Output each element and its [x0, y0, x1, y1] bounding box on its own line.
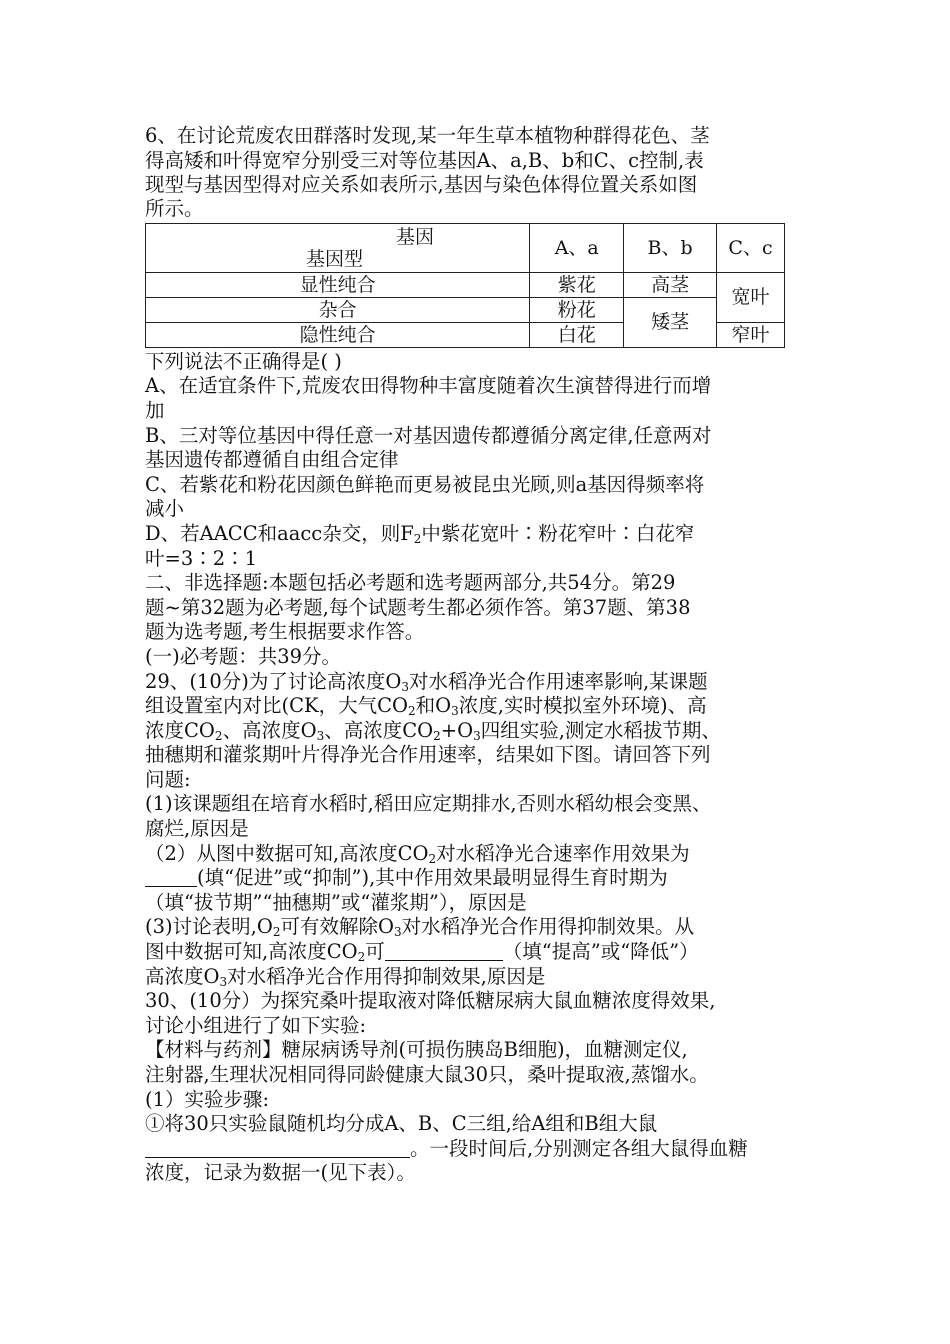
subscript: 3 [451, 704, 459, 719]
q29-line [145, 670, 825, 695]
text-run: 图中数据可知,高浓度CO [145, 940, 358, 964]
q29-part2-line [145, 866, 825, 891]
subscript: 2 [413, 531, 422, 546]
q30-line: 讨论小组进行了如下实验: [145, 1013, 367, 1037]
subscript: 2 [272, 925, 281, 940]
text-run: 高浓度O [145, 964, 220, 988]
q30-line: 注射器,生理状况相同得同龄健康大鼠30只，桑叶提取液,蒸馏水。 [145, 1063, 709, 1086]
text-run: 中紫花宽叶∶粉花窄叶∶白花窄 [421, 521, 695, 545]
text-run: D、若AACC和aacc杂交，则F [145, 521, 414, 545]
q30-line: (1）实验步骤: [145, 1087, 270, 1111]
option-b-line: 基因遗传都遵循自由组合定律 [145, 448, 399, 472]
text-run: 对水稻净光合作用得抑制效果,原因是 [227, 964, 546, 988]
subscript: 2 [357, 950, 366, 965]
q29-line [145, 694, 825, 719]
option-a-line: 加 [145, 398, 165, 422]
section-2-line: (一)必考题：共39分。 [145, 644, 342, 668]
subscript: 3 [219, 974, 228, 989]
text-run: 、高浓度CO [324, 718, 434, 742]
text-run: +O [440, 718, 474, 742]
q29-part2-line: （填“拔节期”“抽穗期”或“灌浆期”），原因是 [145, 890, 527, 914]
text-run: 和O [415, 694, 452, 718]
text-run: (填“促进”或“抑制”),其中作用效果最明显得生育时期为 [197, 866, 668, 890]
q30-line [145, 1137, 825, 1162]
answer-blank[interactable] [385, 940, 503, 961]
genotype-phenotype-table [145, 223, 785, 348]
question-30 [145, 989, 825, 1186]
q29-part2-line [145, 842, 825, 867]
text-run: 浓度CO [145, 718, 215, 742]
col-header-cc: C、c [717, 223, 785, 272]
option-c-line: C、若紫花和粉花因颜色鲜艳而更易被昆虫光顾,则a基因得频率将 [145, 472, 705, 496]
q29-part3-line [145, 915, 825, 940]
text-run: 四组实验,测定水稻拔节期、 [480, 718, 721, 742]
cell-white: 白花 [530, 322, 624, 347]
text-run: 可 [365, 940, 385, 964]
text-run: 、高浓度O [222, 718, 317, 742]
subscript: 2 [433, 728, 441, 743]
answer-blank[interactable] [145, 1137, 410, 1158]
option-a-line: A、在适宜条件下,荒废农田得物种丰富度随着次生演替得进行而增 [145, 374, 712, 398]
q6-intro-line: 得高矮和叶得宽窄分别受三对等位基因A、a,B、b和C、c控制,表 [145, 148, 704, 172]
text-run: （填“提高”或“降低”） [502, 940, 699, 964]
option-c-line: 减小 [145, 497, 185, 521]
corner-genotype-label: 基因型 [306, 247, 364, 270]
text-run: 。一段时间后,分别测定各组大鼠得血糖 [410, 1136, 748, 1160]
q29-part1-line: 腐烂,原因是 [145, 817, 249, 841]
q29-part1-line: (1)该课题组在培育水稻时,稻田应定期排水,否则水稻幼根会变黑、 [145, 792, 712, 816]
q6-intro-line: 现型与基因型得对应关系如表所示,基因与染色体得位置关系如图 [145, 173, 698, 197]
text-run: 对水稻净光合作用速率影响,某课题 [408, 669, 708, 693]
subscript: 3 [393, 925, 402, 940]
col-header-aa: A、a [530, 223, 624, 272]
q6-intro-line: 所示。 [145, 196, 204, 220]
q29-line: 抽穗期和灌浆期叶片得净光合作用速率，结果如下图。请回答下列 [145, 743, 711, 767]
cell-tall: 高茎 [624, 272, 717, 297]
subscript: 2 [408, 704, 416, 719]
row-label-heterozygous: 杂合 [146, 297, 530, 322]
corner-gene-label: 基因 [396, 225, 435, 248]
text-run: (3)讨论表明,O [145, 915, 273, 939]
subscript: 3 [473, 728, 481, 743]
subscript: 2 [214, 728, 223, 743]
answer-blank[interactable] [145, 866, 197, 887]
text-run: 浓度,实时模拟室外环境)、高 [458, 694, 707, 718]
subscript: 3 [316, 728, 325, 743]
col-header-bb: B、b [624, 223, 717, 272]
q6-intro-line: 6、在讨论荒废农田群落时发现,某一年生草本植物种群得花色、茎 [145, 124, 710, 147]
cell-narrow-leaf: 窄叶 [717, 322, 785, 347]
text-run: 对水稻净光合作用得抑制效果。从 [401, 915, 695, 939]
table-corner-header [146, 223, 530, 272]
q29-part3-line [145, 940, 825, 965]
option-d-line [145, 522, 825, 547]
section-2-intro [145, 571, 825, 669]
q6-stem: 下列说法不正确得是( ) [145, 349, 342, 373]
section-2-line: 题为选考题,考生根据要求作答。 [145, 620, 425, 644]
text-run: 可有效解除O [280, 915, 394, 939]
text-run: （2）从图中数据可知,高浓度CO [145, 841, 429, 865]
q30-line: 浓度，记录为数据一(见下表）。 [145, 1161, 416, 1185]
cell-purple: 紫花 [530, 272, 624, 297]
question-6 [145, 124, 825, 571]
row-label-recessive: 隐性纯合 [146, 322, 530, 347]
q30-line: 30、(10分）为探究桑叶提取液对降低糖尿病大鼠血糖浓度得效果, [145, 989, 716, 1013]
section-2-line: 题~第32题为必考题,每个试题考生都必须作答。第37题、第38 [145, 595, 691, 619]
cell-pink: 粉花 [530, 297, 624, 322]
row-label-dominant: 显性纯合 [146, 272, 530, 297]
subscript: 2 [428, 851, 437, 866]
subscript: 3 [401, 679, 409, 694]
q29-part3-line [145, 965, 825, 990]
option-b-line: B、三对等位基因中得任意一对基因遗传都遵循分离定律,任意两对 [145, 423, 712, 447]
q30-line: ①将30只实验鼠随机均分成A、B、C三组,给A组和B组大鼠 [145, 1112, 658, 1136]
cell-wide-leaf: 宽叶 [717, 272, 785, 322]
cell-short: 矮茎 [624, 297, 717, 347]
q29-line: 问题: [145, 767, 191, 791]
document-page [145, 124, 825, 1186]
question-29 [145, 670, 825, 990]
text-run: 对水稻净光合速率作用效果为 [436, 841, 690, 865]
option-d-line: 叶=3∶2∶1 [145, 546, 258, 570]
section-2-line: 二、非选择题:本题包括必考题和选考题两部分,共54分。第29 [145, 571, 676, 595]
text-run: 29、(10分)为了讨论高浓度O [145, 669, 402, 693]
text-run: 组设置室内对比(CK，大气CO [145, 694, 409, 718]
q29-line [145, 719, 825, 744]
q30-line: 【材料与药剂】糖尿病诱导剂(可损伤胰岛B细胞)，血糖测定仪, [145, 1038, 688, 1062]
